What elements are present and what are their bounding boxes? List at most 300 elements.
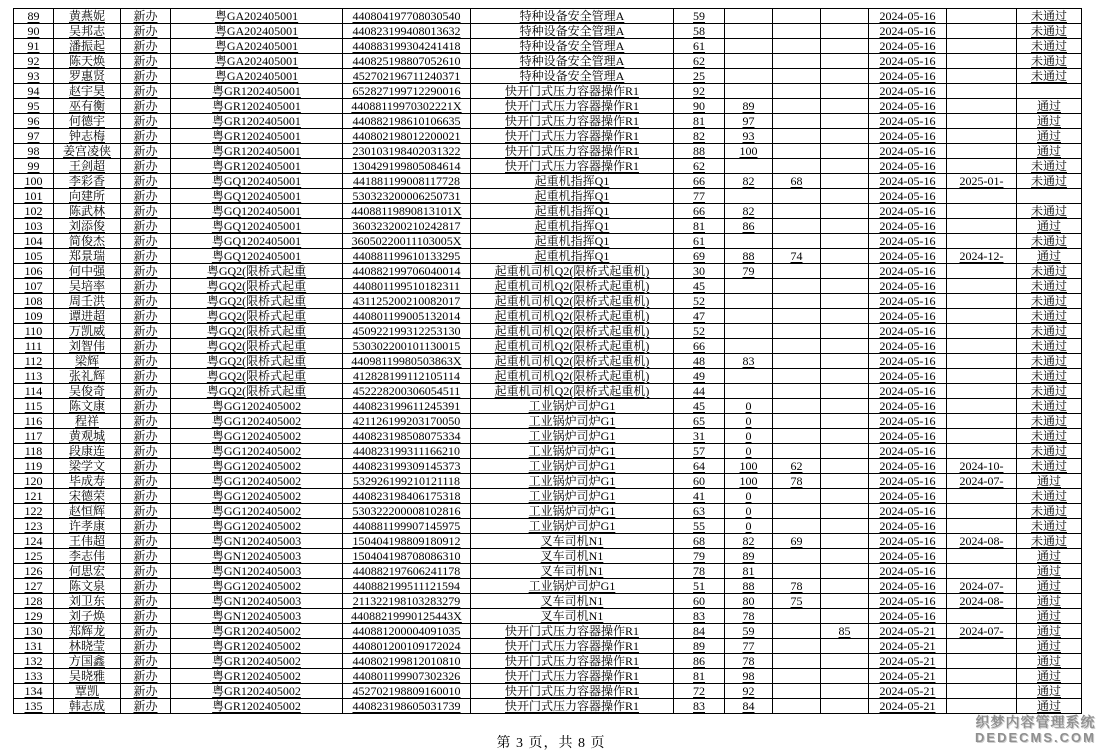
cell-apply-type [121,609,171,624]
cell-cert-date [947,54,1017,69]
cell-text: 127 [24,579,43,593]
cell-text: 421126199203170050 [352,414,461,428]
cell-text: 新办 [133,84,158,98]
cell-score-4 [821,624,869,639]
table-row [14,399,1082,414]
cell-score-4 [821,24,869,39]
cell-exam-project [471,309,674,324]
cell-score-3 [773,249,821,264]
cell-text: 段康连 [68,444,105,458]
cell-score-1 [674,219,725,234]
cell-text: 2024-05-16 [879,204,936,218]
cell-text: 119 [24,459,43,473]
cell-serial-no [14,339,54,354]
cell-text: 78 [790,579,803,593]
cell-text: 82 [742,534,755,548]
cell-text: 周壬洪 [68,294,105,308]
cell-text: 66 [693,174,705,188]
cell-text: 未通过 [1030,504,1067,518]
cell-text: 81 [693,219,705,233]
cell-serial-no [14,564,54,579]
cell-score-2 [725,534,773,549]
cell-text: 94 [27,84,40,98]
cell-name [54,114,121,129]
cell-serial-no [14,294,54,309]
cell-text: 陈文泉 [68,579,105,593]
cell-text: 78 [742,654,755,668]
cell-text: 新办 [133,369,158,383]
cell-text: 2024-05-16 [879,459,936,473]
cell-serial-no [14,489,54,504]
cell-result [1017,459,1082,474]
cell-text: 起重机指挥Q1 [534,174,610,188]
cell-text: 快开门式压力容器操作R1 [504,99,639,113]
cell-cert-date [947,24,1017,39]
cell-exam-project [471,114,674,129]
cell-text: 2024-05-16 [879,414,936,428]
cell-score-2 [725,129,773,144]
cell-text: 梁学文 [68,459,105,473]
cell-text: 2024-05-16 [879,144,936,158]
cell-score-4 [821,684,869,699]
cell-plan-code [171,579,343,594]
cell-cert-date [947,609,1017,624]
cell-text: 115 [24,399,43,413]
cell-text: 99 [27,159,40,173]
cell-text: 106 [24,264,43,278]
cell-score-3 [773,114,821,129]
table-row [14,324,1082,339]
cell-serial-no [14,264,54,279]
cell-score-4 [821,639,869,654]
cell-apply-type [121,159,171,174]
cell-text: 黄观城 [68,429,105,443]
cell-text: 2024-05-16 [879,129,936,143]
cell-score-3 [773,669,821,684]
cell-exam-date [869,39,947,54]
cell-text: 未通过 [1030,459,1067,473]
cell-text: 起重机司机Q2(限桥式起重机) [494,369,650,383]
cell-text: 新办 [133,414,158,428]
cell-result [1017,69,1082,84]
cell-result [1017,429,1082,444]
cell-text: 陈武林 [68,204,105,218]
cell-result [1017,39,1082,54]
cell-text: 快开门式压力容器操作R1 [504,129,639,143]
cell-text: 新办 [133,219,158,233]
cell-text: 叉车司机N1 [540,534,604,548]
cell-score-3 [773,279,821,294]
cell-id-number [343,189,471,204]
cell-score-3 [773,699,821,714]
cell-text: 441881199008117728 [352,174,461,188]
cell-text: 440823198605031739 [352,699,461,713]
cell-exam-date [869,54,947,69]
cell-result [1017,324,1082,339]
cell-apply-type [121,489,171,504]
table-row [14,609,1082,624]
cell-text: 36050220011103005X [351,234,462,248]
cell-result [1017,699,1082,714]
cell-text: 440823199408013632 [352,24,461,38]
cell-serial-no [14,159,54,174]
cell-text: 粤GQ2(限桥式起重 [206,369,307,383]
cell-score-2 [725,684,773,699]
cell-text: 未通过 [1030,339,1067,353]
cell-text: 412828199112105114 [352,369,461,383]
cell-id-number [343,699,471,714]
cell-text: 粤GN1202405003 [211,534,302,548]
cell-text: 未通过 [1030,54,1067,68]
cell-text: 100 [24,174,43,188]
cell-score-4 [821,564,869,579]
table-row [14,369,1082,384]
cell-score-4 [821,444,869,459]
cell-score-2 [725,489,773,504]
cell-text: 粤GA202405001 [214,54,299,68]
cell-text: 粤GR1202405002 [212,684,301,698]
cell-exam-project [471,399,674,414]
cell-text: 2024-05-16 [879,309,936,323]
cell-exam-date [869,504,947,519]
cell-text: 68 [790,174,803,188]
cell-text: 91 [27,39,40,53]
cell-text: 440882197606241178 [352,564,461,578]
cell-plan-code [171,39,343,54]
table-row [14,699,1082,714]
cell-score-4 [821,654,869,669]
cell-apply-type [121,474,171,489]
cell-score-4 [821,669,869,684]
cell-serial-no [14,609,54,624]
cell-text: 新办 [133,564,158,578]
cell-exam-project [471,324,674,339]
cell-text: 49 [693,369,705,383]
cell-text: 新办 [133,534,158,548]
cell-text: 110 [24,324,43,338]
cell-text: 450922199312253130 [352,324,461,338]
cell-text: 新办 [133,459,158,473]
cell-text: 工业锅炉司炉G1 [528,399,616,413]
cell-score-2 [725,54,773,69]
table-row [14,294,1082,309]
cell-id-number [343,474,471,489]
cell-score-3 [773,339,821,354]
cell-exam-date [869,99,947,114]
cell-score-1 [674,279,725,294]
cell-apply-type [121,519,171,534]
cell-score-1 [674,534,725,549]
cell-name [54,69,121,84]
cell-result [1017,99,1082,114]
cell-exam-project [471,699,674,714]
cell-text: 粤GA202405001 [214,24,299,38]
cell-text: 新办 [133,519,158,533]
cell-apply-type [121,564,171,579]
table-row [14,579,1082,594]
cell-plan-code [171,504,343,519]
cell-text: 62 [693,159,705,173]
cell-score-2 [725,444,773,459]
table-row [14,684,1082,699]
cell-text: 131 [24,639,43,653]
cell-id-number [343,69,471,84]
cell-exam-project [471,159,674,174]
cell-exam-project [471,339,674,354]
cell-exam-date [869,159,947,174]
table-row [14,69,1082,84]
cell-score-3 [773,654,821,669]
cell-score-2 [725,279,773,294]
cell-result [1017,294,1082,309]
cell-score-2 [725,459,773,474]
cell-serial-no [14,114,54,129]
cell-cert-date [947,189,1017,204]
table-row [14,234,1082,249]
cell-text: 粤GQ2(限桥式起重 [206,354,307,368]
cell-score-3 [773,489,821,504]
cell-cert-date [947,354,1017,369]
cell-result [1017,189,1082,204]
cell-text: 78 [693,564,705,578]
cell-exam-project [471,234,674,249]
cell-name [54,9,121,24]
cell-id-number [343,579,471,594]
cell-score-3 [773,219,821,234]
cell-text: 新办 [133,504,158,518]
cell-score-2 [725,99,773,114]
cell-result [1017,474,1082,489]
cell-apply-type [121,249,171,264]
cell-text: 未通过 [1030,69,1067,83]
cell-text: 新办 [133,699,158,713]
cell-text: 未通过 [1030,354,1067,368]
cell-plan-code [171,564,343,579]
cell-text: 通过 [1036,639,1061,653]
cell-text: 新办 [133,429,158,443]
cell-text: 83 [693,699,705,713]
cell-text: 440802199812010810 [352,654,461,668]
cell-text: 新办 [133,444,158,458]
cell-exam-date [869,189,947,204]
cell-text: 530323200006250731 [352,189,461,203]
cell-text: 440801199907302326 [352,669,461,683]
cell-text: 粤GQ1202405001 [211,234,302,248]
cell-text: 未通过 [1030,369,1067,383]
cell-text: 未通过 [1030,444,1067,458]
cell-text: 通过 [1036,654,1061,668]
cell-text: 新办 [133,234,158,248]
cell-score-3 [773,24,821,39]
cell-id-number [343,594,471,609]
cell-id-number [343,489,471,504]
cell-text: 新办 [133,684,158,698]
cell-text: 粤GN1202405003 [211,564,302,578]
cell-text: 101 [24,189,43,203]
cell-text: 通过 [1036,114,1061,128]
cell-score-3 [773,234,821,249]
cell-text: 未通过 [1030,519,1067,533]
cell-text: 530302200101130015 [352,339,461,353]
cell-text: 简俊杰 [68,234,105,248]
cell-exam-date [869,654,947,669]
cell-text: 工业锅炉司炉G1 [528,459,616,473]
cell-id-number [343,99,471,114]
cell-text: 84 [693,624,705,638]
cell-plan-code [171,609,343,624]
cell-exam-project [471,429,674,444]
cell-exam-date [869,624,947,639]
cell-score-4 [821,369,869,384]
cell-plan-code [171,474,343,489]
cell-text: 440881199907145975 [352,519,461,533]
cell-score-2 [725,384,773,399]
cell-exam-project [471,249,674,264]
exam-results-table [13,8,1082,714]
cell-serial-no [14,639,54,654]
cell-exam-date [869,534,947,549]
cell-text: 新办 [133,474,158,488]
cell-text: 113 [24,369,43,383]
cell-text: 116 [24,414,43,428]
cell-score-3 [773,354,821,369]
cell-exam-project [471,144,674,159]
cell-serial-no [14,684,54,699]
cell-name [54,234,121,249]
cell-score-4 [821,534,869,549]
cell-text: 粤GG1202405002 [211,444,302,458]
cell-name [54,159,121,174]
cell-serial-no [14,549,54,564]
cell-text: 2024-05-16 [879,579,936,593]
cell-score-3 [773,684,821,699]
cell-text: 工业锅炉司炉G1 [528,504,616,518]
cell-id-number [343,384,471,399]
cell-name [54,309,121,324]
cell-text: 452228200306054511 [352,384,461,398]
cell-score-1 [674,594,725,609]
cell-score-2 [725,39,773,54]
cell-exam-date [869,489,947,504]
cell-plan-code [171,69,343,84]
cell-text: 2024-05-21 [879,669,936,683]
cell-score-2 [725,219,773,234]
cell-text: 82 [693,129,705,143]
watermark-cms-name: 织梦内容管理系统 [975,714,1096,730]
table-row [14,249,1082,264]
cell-serial-no [14,309,54,324]
cell-plan-code [171,654,343,669]
cell-text: 吴俊奇 [68,384,105,398]
cell-text: 粤GR1202405002 [212,699,301,713]
cell-text: 未通过 [1030,39,1067,53]
cell-text: 2024-05-16 [879,264,936,278]
cell-serial-no [14,594,54,609]
cell-exam-date [869,474,947,489]
cell-score-2 [725,324,773,339]
cell-exam-date [869,384,947,399]
cell-plan-code [171,699,343,714]
cell-score-3 [773,444,821,459]
cell-plan-code [171,324,343,339]
cell-text: 粤GQ2(限桥式起重 [206,309,307,323]
cell-exam-project [471,9,674,24]
cell-text: 120 [24,474,43,488]
cell-plan-code [171,639,343,654]
cell-text: 新办 [133,354,158,368]
cell-text: 2024-05-16 [879,384,936,398]
cell-result [1017,9,1082,24]
cell-score-1 [674,699,725,714]
cell-text: 125 [24,549,43,563]
cell-serial-no [14,369,54,384]
cell-text: 44098119980503863X [351,354,462,368]
cell-exam-date [869,429,947,444]
cell-text: 65 [693,414,705,428]
cell-exam-project [471,69,674,84]
cell-text: 未通过 [1030,294,1067,308]
table-row [14,564,1082,579]
cell-text: 97 [742,114,755,128]
cell-score-2 [725,189,773,204]
cell-apply-type [121,624,171,639]
cell-score-1 [674,294,725,309]
cell-text: 2024-08- [959,594,1004,608]
cell-text: 128 [24,594,43,608]
cell-apply-type [121,144,171,159]
cell-text: 117 [24,429,43,443]
cell-name [54,624,121,639]
cell-name [54,534,121,549]
cell-score-2 [725,69,773,84]
cell-result [1017,264,1082,279]
cell-score-3 [773,384,821,399]
cell-score-4 [821,504,869,519]
table-row [14,534,1082,549]
cell-id-number [343,534,471,549]
cell-score-1 [674,24,725,39]
cell-result [1017,219,1082,234]
cell-cert-date [947,159,1017,174]
cell-text: 粤GG1202405002 [211,504,302,518]
cell-exam-project [471,174,674,189]
cell-text: 112 [24,354,43,368]
cell-id-number [343,324,471,339]
cell-score-4 [821,429,869,444]
cell-serial-no [14,54,54,69]
cell-serial-no [14,579,54,594]
cell-text: 2024-05-16 [879,9,936,23]
cell-serial-no [14,9,54,24]
cell-text: 440883199304241418 [352,39,461,53]
cell-exam-project [471,594,674,609]
cell-text: 粤GG1202405002 [211,459,302,473]
cell-text: 2024-05-16 [879,159,936,173]
cell-text: 起重机指挥Q1 [534,249,610,263]
cell-text: 陈文康 [68,399,105,413]
cell-apply-type [121,534,171,549]
cell-score-1 [674,669,725,684]
cell-text: 2024-05-21 [879,699,936,713]
cell-score-3 [773,294,821,309]
cell-name [54,144,121,159]
cell-serial-no [14,414,54,429]
cell-score-2 [725,669,773,684]
cell-serial-no [14,144,54,159]
cell-score-3 [773,399,821,414]
cell-text: 440823199309145373 [352,459,461,473]
cell-name [54,609,121,624]
